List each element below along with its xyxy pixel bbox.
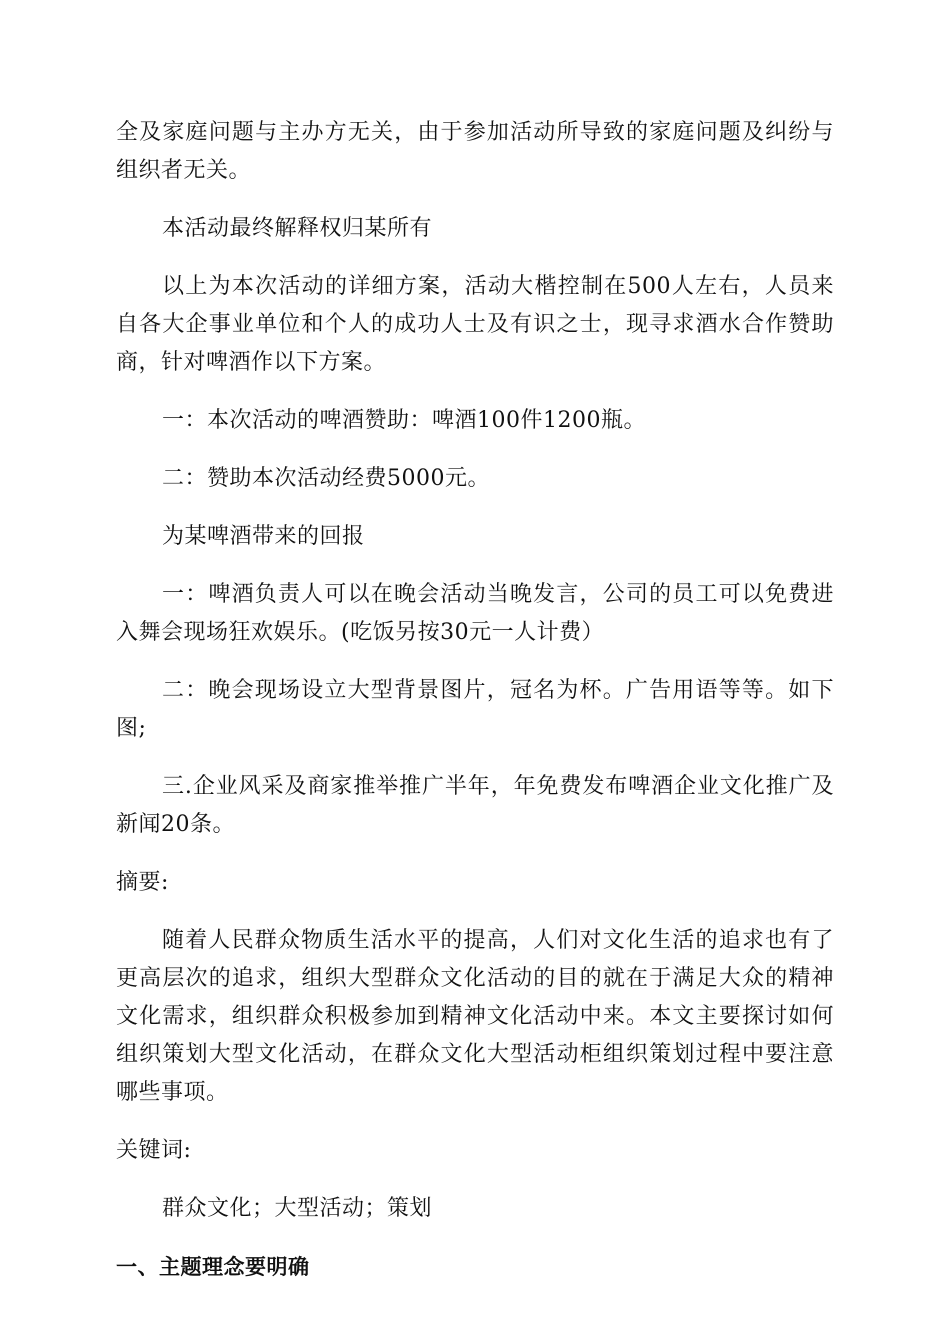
keywords-body: 群众文化；大型活动；策划	[162, 1196, 433, 1221]
document-page	[116, 114, 834, 1286]
abstract-label: 摘要:	[116, 870, 169, 895]
paragraph-beer-sponsorship: 一：本次活动的啤酒赞助：啤酒100件1200瓶。	[162, 408, 646, 433]
paragraph-return-three: 三.企业风采及商家推举推广半年，年免费发布啤酒企业文化推广及新闻20条。	[116, 774, 834, 837]
paragraph-return-one: 一：啤酒负责人可以在晚会活动当晚发言，公司的员工可以免费进入舞会现场狂欢娱乐。(吃饭另按30元一人计费）	[116, 582, 834, 645]
abstract-body: 随着人民群众物质生活水平的提高，人们对文化生活的追求也有了更高层次的追求，组织大型群众文化活动的目的就在于满足大众的精神文化需求，组织群众积极参加到精神文化活动中来。本文主要探讨如何组织策划大型文化活动，在群众文化大型活动柜组织策划过程中要注意哪些事项。	[116, 928, 834, 1105]
paragraph-return-two: 二：晚会现场设立大型背景图片，冠名为杯。广告用语等等。如下图;	[116, 678, 834, 741]
paragraph-plan-overview: 以上为本次活动的详细方案，活动大楷控制在500人左右，人员来自各大企事业单位和个人的成功人士及有识之士，现寻求酒水合作赞助商，针对啤酒作以下方案。	[116, 274, 834, 375]
paragraph-interpretation-rights: 本活动最终解释权归某所有	[162, 216, 433, 241]
paragraph-funding-sponsorship: 二：赞助本次活动经费5000元。	[162, 466, 490, 491]
paragraph-returns-title: 为某啤酒带来的回报	[162, 524, 365, 549]
keywords-label: 关键词:	[116, 1138, 192, 1163]
section-heading: 一、主题理念要明确	[116, 1255, 310, 1279]
paragraph-family-issues: 全及家庭问题与主办方无关，由于参加活动所导致的家庭问题及纠纷与组织者无关。	[116, 120, 834, 183]
